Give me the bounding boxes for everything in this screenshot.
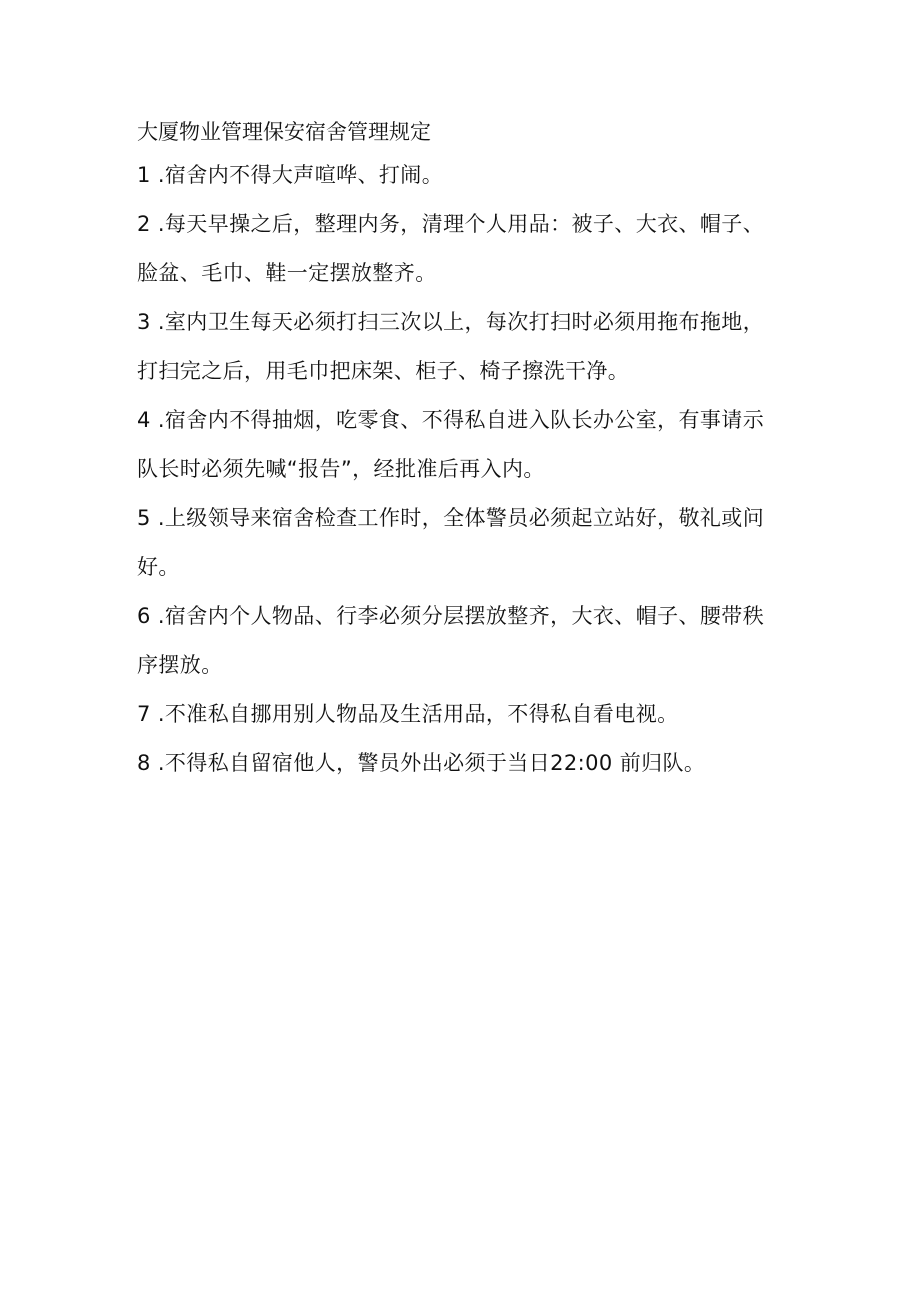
rule-text-line: 7 .不准私自挪用别人物品及生活用品，不得私自看电视。	[137, 702, 679, 726]
rule-text-line: 序摆放。	[137, 653, 223, 677]
rule-item-5	[137, 494, 797, 592]
rule-text-line: 5 .上级领导来宿舍检查工作时，全体警员必须起立站好，敬礼或问	[137, 506, 765, 530]
rule-text-line: 4 .宿舍内不得抽烟，吃零食、不得私自进入队长办公室，有事请示	[137, 408, 765, 432]
rule-item-3	[137, 298, 797, 396]
rule-text-line: 队长时必须先喊“报告”，经批准后再入内。	[137, 457, 545, 481]
rule-item-1	[137, 151, 797, 200]
rule-item-4	[137, 396, 797, 494]
rule-item-2	[137, 200, 797, 298]
rule-item-7	[137, 690, 797, 739]
rule-text-line: 8 .不得私自留宿他人，警员外出必须于当日22:00 前归队。	[137, 751, 706, 775]
rule-text-line: 1 .宿舍内不得大声喧哗、打闹。	[137, 163, 444, 187]
rule-text-line: 3 .室内卫生每天必须打扫三次以上，每次打扫时必须用拖布拖地，	[137, 310, 765, 334]
document-body	[137, 114, 797, 788]
document-title: 大厦物业管理保安宿舍管理规定	[137, 120, 431, 144]
rule-text-line: 2 .每天早操之后，整理内务，清理个人用品：被子、大衣、帽子、	[137, 212, 765, 236]
rule-text-line: 好。	[137, 555, 180, 579]
rule-text-line: 打扫完之后，用毛巾把床架、柜子、椅子擦洗干净。	[137, 359, 630, 383]
rule-item-8	[137, 739, 797, 788]
rule-item-6	[137, 592, 797, 690]
rule-text-line: 脸盆、毛巾、鞋一定摆放整齐。	[137, 261, 437, 285]
rule-text-line: 6 .宿舍内个人物品、行李必须分层摆放整齐，大衣、帽子、腰带秩	[137, 604, 765, 628]
